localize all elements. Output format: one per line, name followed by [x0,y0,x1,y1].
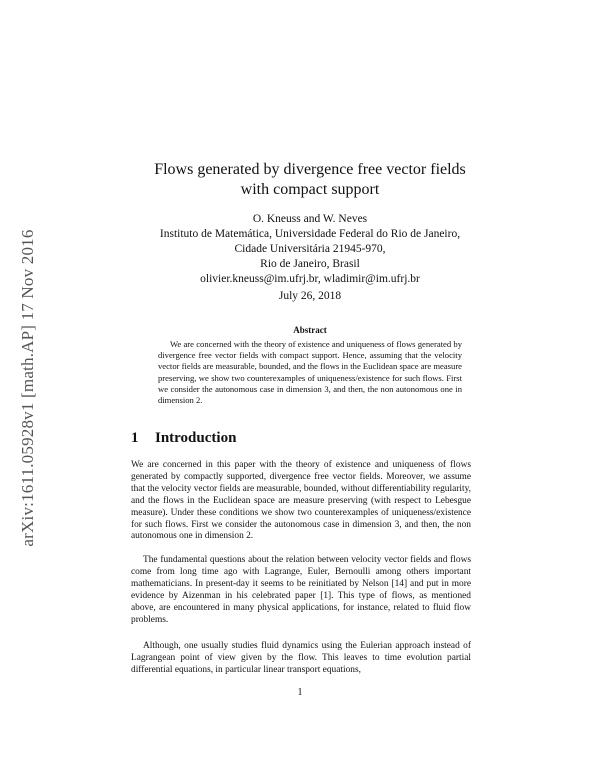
section-heading [131,430,236,447]
intro-paragraph-1: We are concerned in this paper with the theory of existence and uniqueness of flows generated by compactly supported, divergence free vector fields. Moreover, we assume that the velocity vector fields are measurable, bounded, without differentiability regularity, and the flows in the Euclidean space are measure preserving (with respect to Lebesgue measure). Under these conditions we show two counterexamples of uniqueness/existence for such flows. First we consider the autonomous case in dimension 3, and then, the non autonomous one in dimension 2. [131,460,471,542]
affiliation-line-2: Cidade Universitária 21945-970, [234,243,386,255]
section-number: 1 [131,430,139,446]
title-line-1: Flows generated by divergence free vector fields [154,161,466,178]
intro-paragraph-3: Although, one usually studies fluid dynamics using the Eulerian approach instead of Lagrangean point of view given by the flow. This leaves to time evolution partial differential equations, in particular linear transport equations, [131,641,471,675]
section-title: Introduction [155,430,237,446]
author-names: O. Kneuss and W. Neves [252,213,368,225]
author-emails: olivier.kneuss@im.ufrj.br, wladimir@im.ufrj.br [200,273,420,285]
abstract-text: We are concerned with the theory of existence and uniqueness of flows generated by divergence free vector fields with compact support. Hence, assuming that the velocity vector fields are measurable, bounded, and the flows in the Euclidean space are measure preserving, we show two counterexamples of uniqueness/existence for such flows. First we consider the autonomous case in dimension 3, and then, the non autonomous one in dimension 2. [158,339,462,406]
arxiv-identifier: arXiv:1611.05928v1 [math.AP] 17 Nov 2016 [18,229,37,547]
paper-date: July 26, 2018 [278,290,342,302]
author-block [100,212,520,287]
abstract-heading: Abstract [293,325,327,335]
affiliation-line-3: Rio de Janeiro, Brasil [260,258,360,270]
affiliation-line-1: Instituto de Matemática, Universidade Federal do Rio de Janeiro, [159,228,461,240]
paper-title [120,160,500,200]
page-number: 1 [297,687,303,698]
intro-paragraph-2: The fundamental questions about the relation between velocity vector fields and flows come from long time ago with Lagrange, Euler, Bernoulli among others important mathematicians. In present-day it seems to be reinitiated by Nelson [14] and put in more evidence by Aizenman in his celebrated paper [1]. This type of flows, as mentioned above, are encountered in many physical applications, for instance, related to fluid flow problems. [131,555,471,625]
title-line-2: with compact support [240,181,380,198]
